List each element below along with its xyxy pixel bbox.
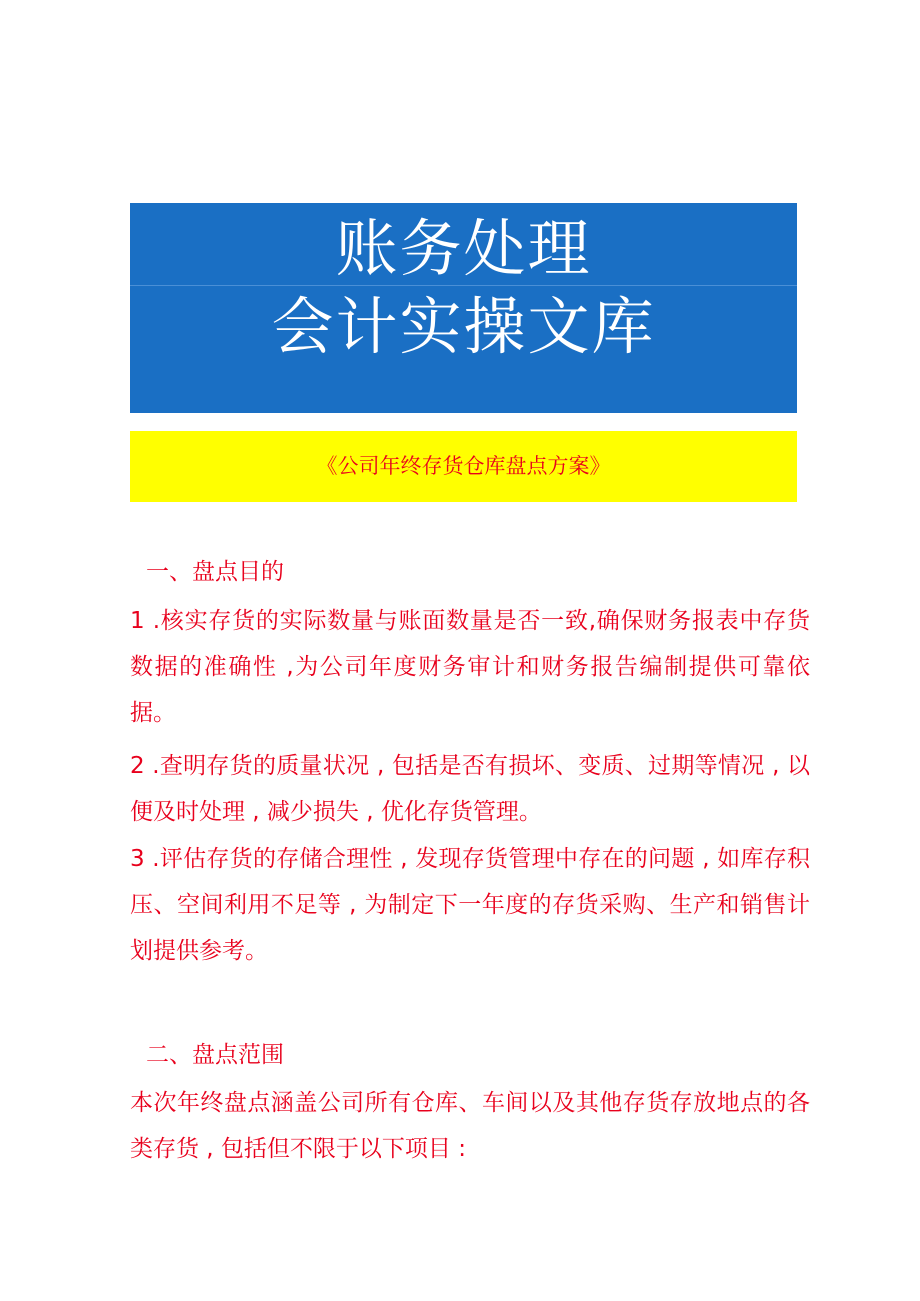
section-heading-scope: 二、盘点范围	[146, 1042, 284, 1068]
purpose-item-1: 1 .核实存货的实际数量与账面数量是否一致,确保财务报表中存货数据的准确性 ,为公司年度财务审计和财务报告编制提供可靠依据。	[130, 608, 810, 726]
title-banner	[130, 203, 797, 413]
banner-title-line2: 会计实操文库	[271, 290, 656, 363]
document-subtitle: 《公司年终存货仓库盘点方案》	[130, 431, 797, 502]
section-heading-purpose: 一、盘点目的	[146, 559, 284, 585]
scope-paragraph: 本次年终盘点涵盖公司所有仓库、车间以及其他存货存放地点的各类存货 , 包括但不限于以下项目 :	[130, 1090, 810, 1162]
purpose-item-2: 2 .查明存货的质量状况 , 包括是否有损坏、变质、过期等情况 , 以便及时处理 , 减少损失 , 优化存货管理。	[130, 753, 810, 825]
banner-title-line1: 账务处理	[335, 212, 592, 285]
purpose-item-3: 3 .评估存货的存储合理性 , 发现存货管理中存在的问题 , 如库存积压、空间利用不足等 , 为制定下一年度的存货采购、生产和销售计划提供参考。	[130, 846, 810, 964]
banner-divider	[130, 285, 797, 286]
